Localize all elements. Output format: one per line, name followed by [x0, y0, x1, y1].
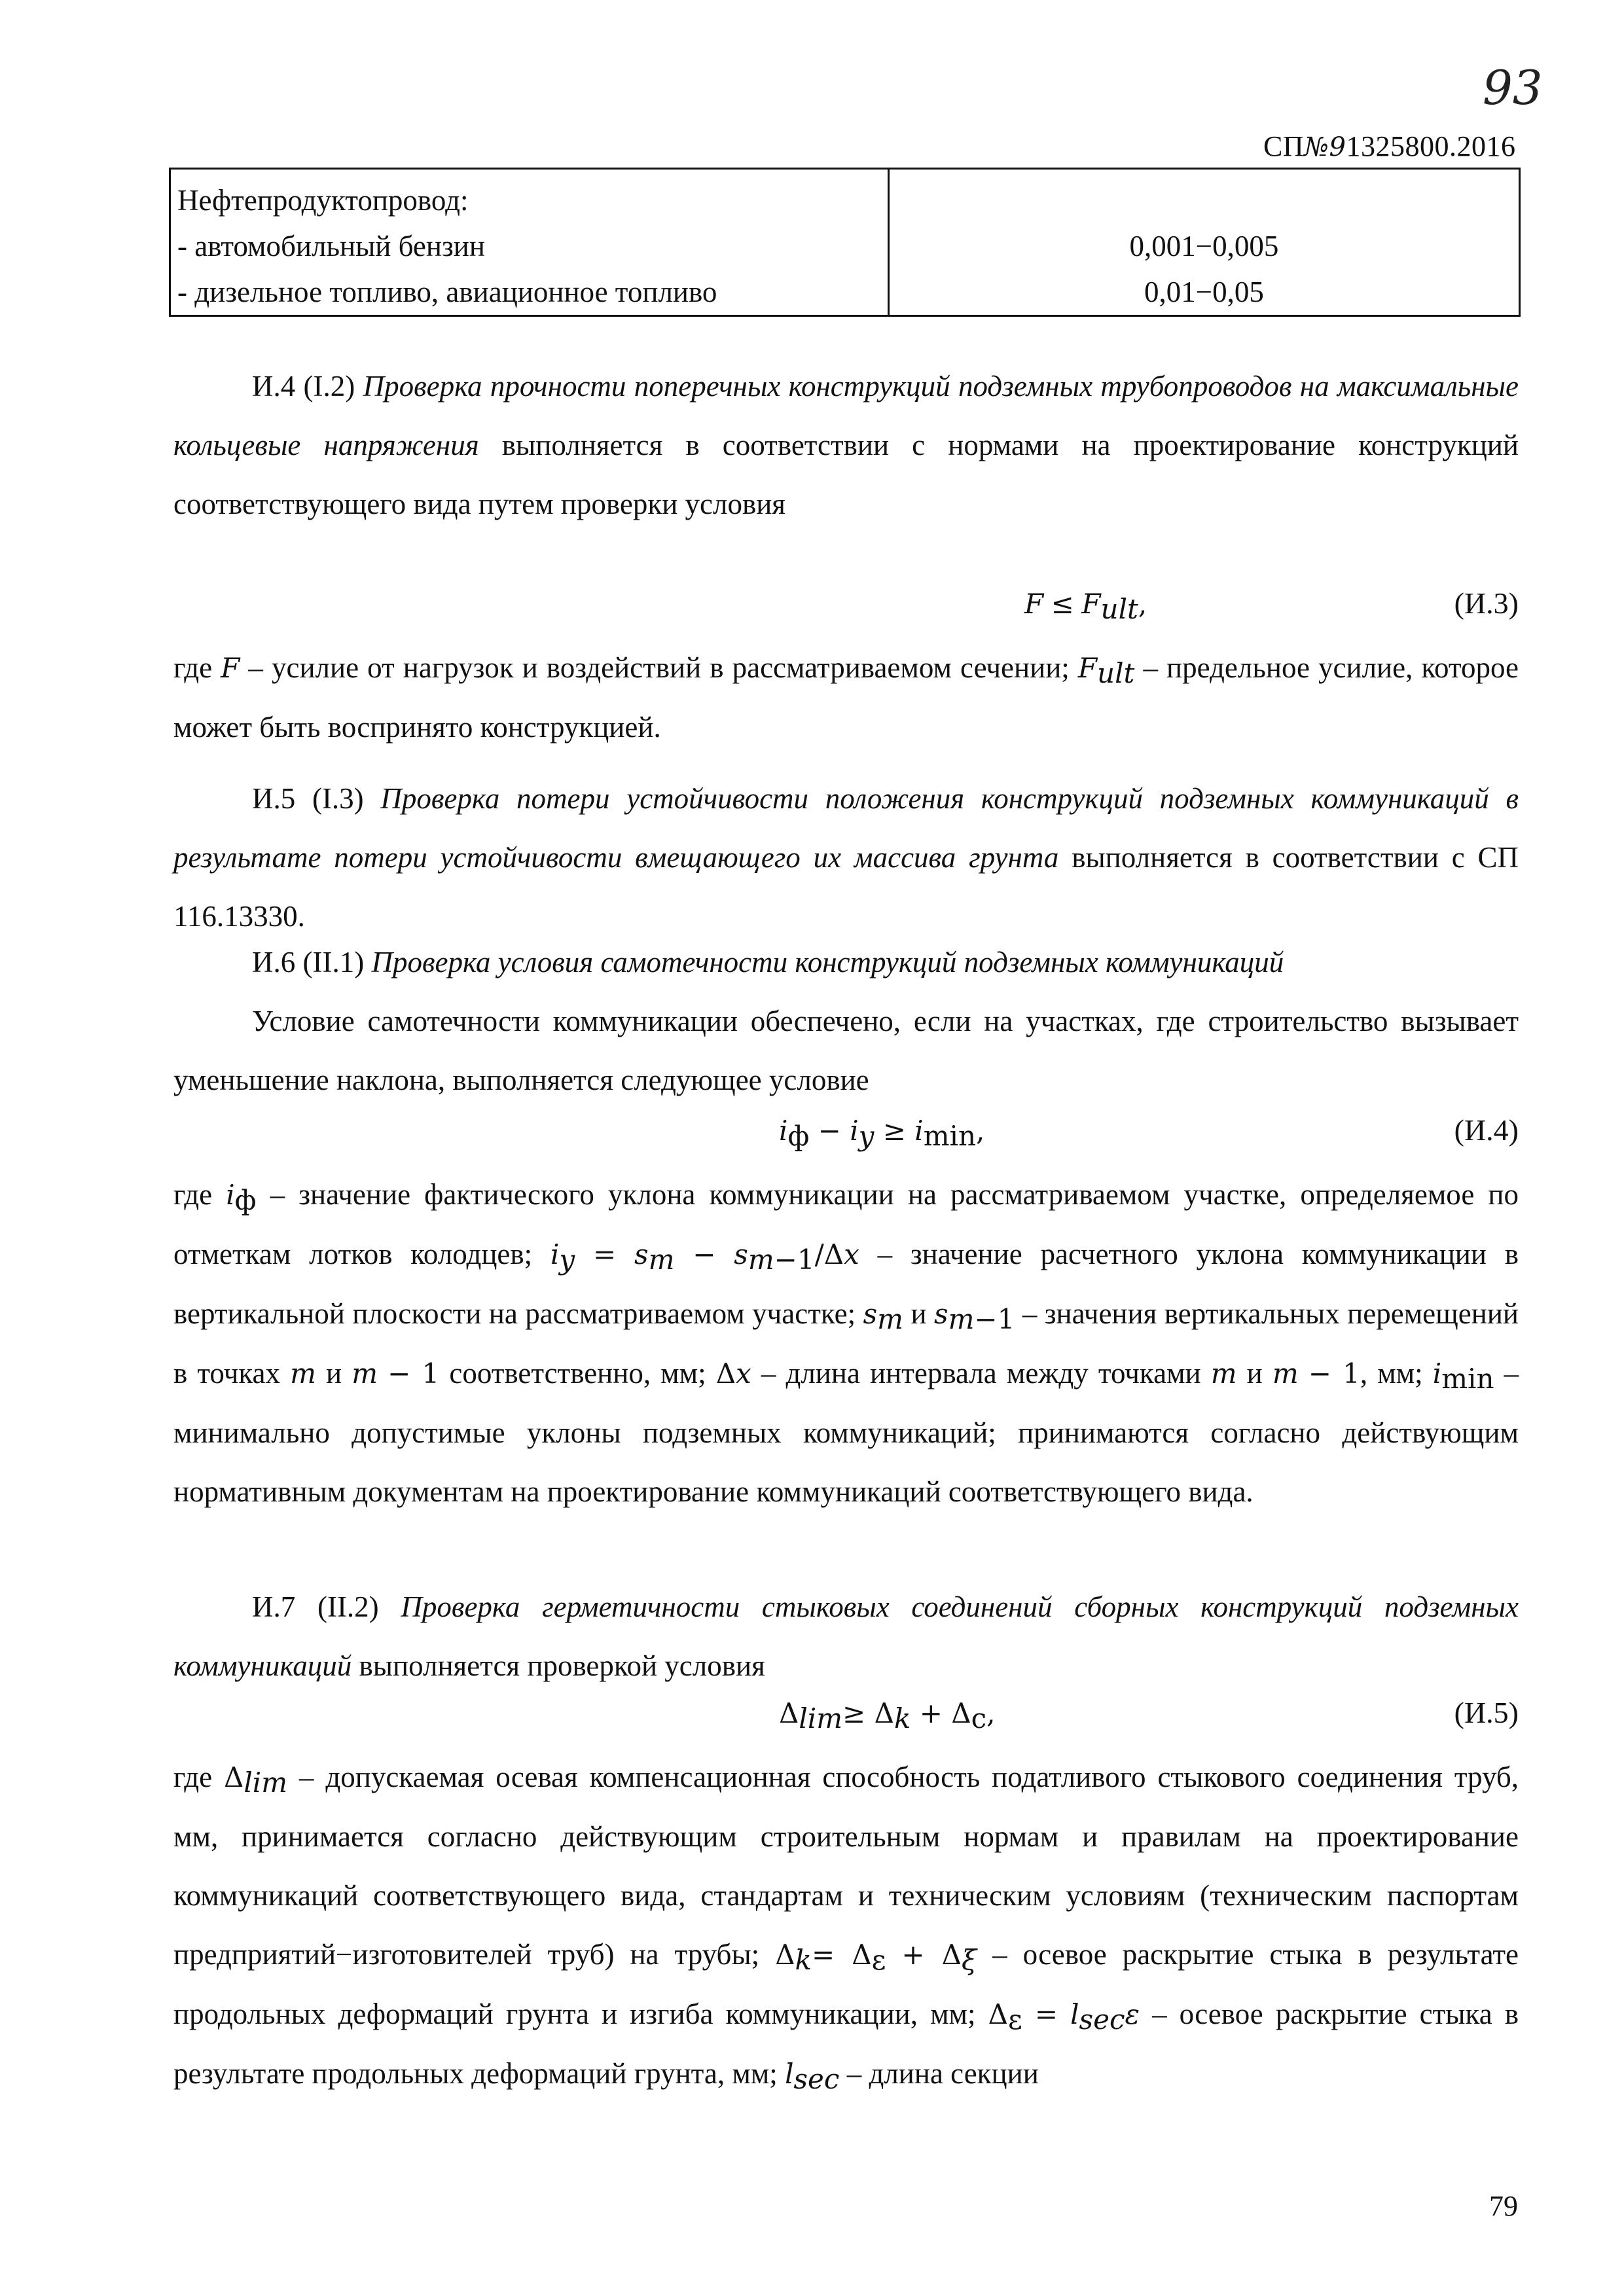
formula-i4 — [173, 1113, 1519, 1158]
formula-number: (И.5) — [1454, 1696, 1519, 1729]
clause-title: Проверка прочности поперечных конструкций подземных трубопроводов на максимальные кольцевые напряжения — [173, 370, 1519, 461]
formula-number: (И.3) — [1454, 586, 1519, 620]
formula-expression: $i_ф - i_y \ge i_{min}$, — [779, 1115, 985, 1152]
table-cell-value: 0,01−0,05 — [1144, 276, 1264, 308]
clause-number: И.4 (I.2) — [252, 370, 355, 403]
formula-i3 — [173, 586, 1519, 632]
clause-number: И.7 (II.2) — [252, 1590, 379, 1623]
paragraph-text: выполняется в соответствии с нормами на проектирование конструкций соответствующего вида путем проверки условия — [173, 429, 1519, 520]
doc-code-suffix: 1325800.2016 — [1346, 130, 1516, 162]
table-cell-value: 0,001−0,005 — [1129, 230, 1279, 262]
table-cell-label: - автомобильный бензин — [177, 230, 485, 262]
paragraph-f-definitions: где F – усилие от нагрузок и воздействий в рассматриваемом сечении; $F_{ult}$ – предельное усилие, которое может быть воспринято конструкцией. — [173, 651, 1519, 744]
formula-expression: $F \le F_{ult}$, — [1024, 588, 1147, 625]
paragraph-text: выполняется в соответствии с СП 116.13330. — [173, 841, 1519, 933]
paragraph-joint-definitions: где $\Delta_{lim}$ – допускаемая осевая компенсационная способность податливого стыкового соединения труб, мм, принимается согласно действующим строительным нормам и правилам на проектирование коммуникаций соответствующего вида, стандартам и техническим условиям (техническим паспортам предприятий−изготовителей труб) на трубы; $\Delta_k= \Delta_\varepsilon + \Delta_\xi$ – осевое раскрытие стыка в результате продольных деформаций грунта и изгиба коммуникации, мм; $\Delta_\varepsilon = l_{sec}\varepsilon$ – осевое раскрытие стыка в результате продольных деформаций грунта, мм; $l_{sec}$ – длина секции — [173, 1761, 1519, 2095]
formula-expression: $\Delta_{lim}\ge \Delta_k + \Delta_c$, — [779, 1697, 996, 1734]
paragraph-i4 — [173, 357, 1519, 533]
table-cell-values — [889, 169, 1520, 316]
paragraph-slope-definitions: где $i_ф$ – значение фактического уклона коммуникации на рассматриваемом участке, определяемое по отметкам лотков колодцев; $i_y = s_m - s_{m-1}/\Delta x$ – значение расчетного уклона коммуникации в вертикальной плоскости на рассматриваемом участке; $s_m$ и $s_{m-1}$ – значения вертикальных перемещений в точках m и m − 1 соответственно, мм; Δx – длина интервала между точками m и m − 1, мм; $i_{min}$ – минимально допустимые уклоны подземных коммуникаций; принимаются согласно действующим нормативным документам на проектирование коммуникаций соответствующего вида. — [173, 1178, 1519, 1508]
doc-code-handwritten: №9 — [1304, 132, 1346, 162]
document-code — [1263, 130, 1515, 163]
paragraph-i5 — [173, 769, 1519, 946]
page-number: 79 — [1489, 2190, 1518, 2222]
formula-i5 — [173, 1695, 1519, 1741]
paragraph-i6 — [173, 933, 1519, 992]
table-cell-label: - дизельное топливо, авиационное топливо — [177, 276, 717, 308]
paragraph-i7 — [173, 1577, 1519, 1695]
doc-code-prefix: СП — [1263, 130, 1305, 162]
clause-number: И.6 (II.1) — [252, 946, 365, 978]
product-pipeline-table — [169, 168, 1521, 317]
clause-title: Проверка условия самотечности конструкций подземных коммуникаций — [371, 946, 1284, 978]
clause-title: Проверка потери устойчивости положения конструкций подземных коммуникаций в результате потери устойчивости вмещающего их массива грунта — [173, 782, 1519, 874]
clause-number: И.5 (I.3) — [252, 782, 364, 815]
formula-number: (И.4) — [1454, 1113, 1519, 1147]
table-row — [170, 169, 1520, 316]
table-cell-label: Нефтепродуктопровод: — [177, 184, 469, 217]
table-cell-labels — [170, 169, 889, 316]
paragraph-condition: Условие самотечности коммуникации обеспечено, если на участках, где строительство вызывает уменьшение наклона, выполняется следующее условие — [173, 1005, 1519, 1096]
clause-title: Проверка герметичности стыковых соединений сборных конструкций подземных коммуникаций — [173, 1590, 1519, 1682]
handwritten-page-number: 93 — [1483, 60, 1543, 115]
paragraph-text: выполняется проверкой условия — [359, 1649, 765, 1682]
